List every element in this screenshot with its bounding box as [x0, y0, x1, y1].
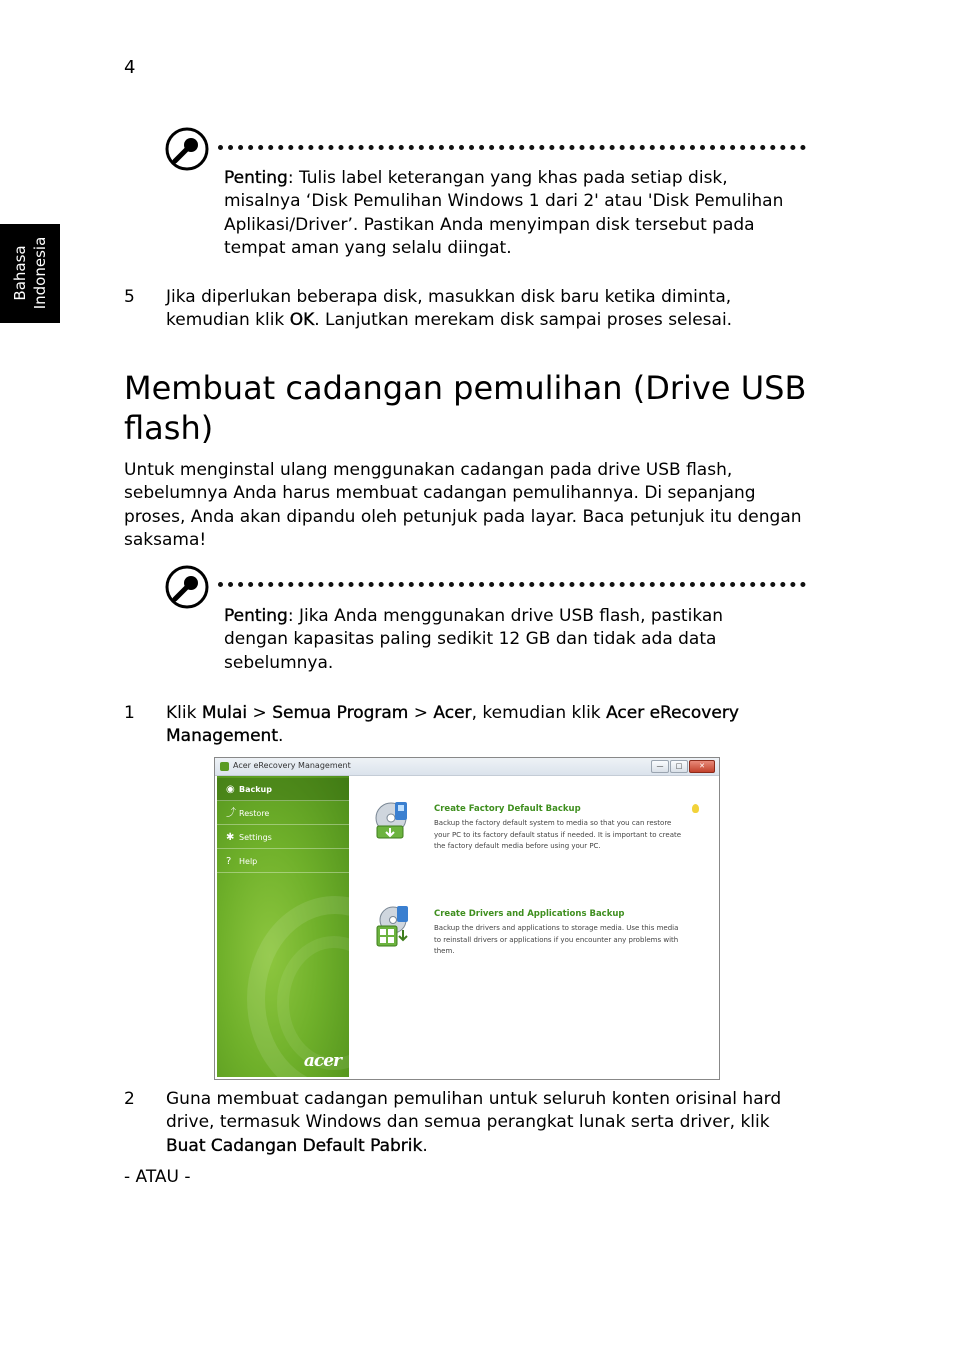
acer-label: Acer	[433, 703, 472, 723]
step-5-text	[166, 286, 826, 333]
app-icon	[220, 762, 229, 771]
maximize-button[interactable]: □	[670, 760, 688, 773]
settings-icon: ✱	[226, 832, 235, 843]
side-tab-line1: Bahasa	[11, 245, 29, 301]
restore-icon: ⤴	[226, 808, 236, 819]
buat-cadangan-label: Buat Cadangan Default Pabrik	[166, 1135, 423, 1156]
intro-line: Untuk menginstal ulang menggunakan cadangan pada drive USB flash,	[124, 460, 733, 480]
sidebar-item-restore[interactable]	[217, 802, 349, 825]
close-button[interactable]: ✕	[689, 760, 715, 773]
step-2-end: .	[422, 1135, 428, 1156]
or-separator: - ATAU -	[124, 1167, 191, 1187]
language-side-tab	[0, 224, 60, 323]
step-1-mid: , kemudian klik	[471, 703, 607, 723]
note-1-line: Aplikasi/Driver’. Pastikan Anda menyimpan disk tersebut pada	[224, 214, 755, 235]
step-2-number: 2	[124, 1089, 135, 1109]
heading-line1: Membuat cadangan pemulihan (Drive USB	[124, 369, 807, 407]
intro-paragraph	[124, 459, 824, 552]
sidebar-item-help[interactable]	[217, 850, 349, 873]
important-note-icon	[165, 565, 209, 613]
note-1-first-line: : Tulis label keterangan yang khas pada setiap disk,	[287, 168, 728, 188]
step-2-line1: Guna membuat cadangan pemulihan untuk seluruh konten orisinal hard	[166, 1089, 782, 1109]
note-1	[224, 167, 824, 260]
step-1-end: .	[278, 726, 284, 747]
acer-logo: acer	[303, 1051, 341, 1071]
step-1-number: 1	[124, 703, 135, 723]
page-number: 4	[124, 57, 136, 78]
acer-erecovery-label: Acer eRecovery	[606, 703, 739, 723]
step-5-number: 5	[124, 287, 135, 307]
step-1-sep: >	[247, 703, 273, 723]
minimize-button[interactable]: —	[651, 760, 669, 773]
intro-line: proses, Anda akan dipandu oleh petunjuk pada layar. Baca petunjuk itu dengan	[124, 506, 802, 527]
option-2-description: Backup the drivers and applications to storage media. Use this media to reinstall drivers or applications if you encounter any problems with them.	[434, 924, 679, 955]
sidebar-item-label: Help	[239, 857, 258, 866]
important-note-icon	[165, 127, 209, 175]
help-icon: ?	[226, 856, 232, 867]
note-2-label: Penting	[224, 606, 288, 626]
side-tab-line2: Indonesia	[31, 236, 49, 310]
ok-label: OK	[289, 310, 315, 331]
factory-backup-icon[interactable]	[373, 798, 413, 844]
step-1-klik: Klik	[166, 703, 202, 723]
note-2-line: dengan kapasitas paling sedikit 12 GB dan tidak ada data	[224, 629, 717, 650]
note-1-label: Penting	[224, 168, 288, 188]
option-1-title[interactable]: Create Factory Default Backup	[434, 804, 581, 814]
note-2-first-line: : Jika Anda menggunakan drive USB flash, pastikan	[287, 606, 724, 626]
step-5-line1: Jika diperlukan beberapa disk, masukkan disk baru ketika diminta,	[166, 287, 732, 307]
window-titlebar	[215, 758, 719, 776]
window-main-panel	[349, 776, 717, 1077]
intro-line: sebelumnya Anda harus membuat cadangan pemulihannya. Di sepanjang	[124, 483, 756, 504]
window-controls	[651, 760, 715, 773]
section-heading	[124, 368, 824, 448]
mulai-label: Mulai	[201, 703, 248, 723]
option-2-title[interactable]: Create Drivers and Applications Backup	[434, 909, 625, 919]
backup-icon: ◉	[226, 784, 235, 795]
note-divider	[218, 582, 806, 587]
note-2-line: sebelumnya.	[224, 652, 334, 673]
semua-program-label: Semua Program	[272, 703, 409, 723]
intro-line: saksama!	[124, 529, 207, 550]
sidebar-item-label: Settings	[239, 833, 272, 842]
sidebar-item-label: Backup	[239, 785, 272, 794]
note-2	[224, 605, 824, 675]
drivers-apps-backup-icon[interactable]	[373, 904, 413, 950]
erecovery-window	[214, 757, 720, 1080]
note-1-line: misalnya ‘Disk Pemulihan Windows 1 dari 2' atau 'Disk Pemulihan	[224, 191, 784, 212]
note-1-line: tempat aman yang selalu diingat.	[224, 237, 512, 258]
lightbulb-icon[interactable]	[692, 804, 699, 813]
option-1-description: Backup the factory default system to media so that you can restore your PC to its factory default status if needed. It is important to create the factory default media before using your PC.	[434, 819, 682, 850]
step-2-text	[166, 1088, 826, 1158]
step-2-line2: drive, termasuk Windows dan semua perangkat lunak serta driver, klik	[166, 1112, 770, 1133]
management-label: Management	[166, 726, 278, 747]
step-5-line2-end: . Lanjutkan merekam disk sampai proses selesai.	[314, 310, 733, 331]
step-1-sep: >	[408, 703, 434, 723]
step-1-text	[166, 702, 826, 749]
window-title: Acer eRecovery Management	[233, 761, 351, 770]
sidebar-item-label: Restore	[239, 809, 270, 818]
step-5-line2-start: kemudian klik	[166, 310, 290, 331]
note-divider	[218, 145, 806, 150]
sidebar-item-settings[interactable]	[217, 826, 349, 849]
sidebar-item-backup[interactable]	[217, 778, 349, 801]
heading-line2: flash)	[124, 409, 214, 447]
window-sidebar	[217, 776, 349, 1077]
